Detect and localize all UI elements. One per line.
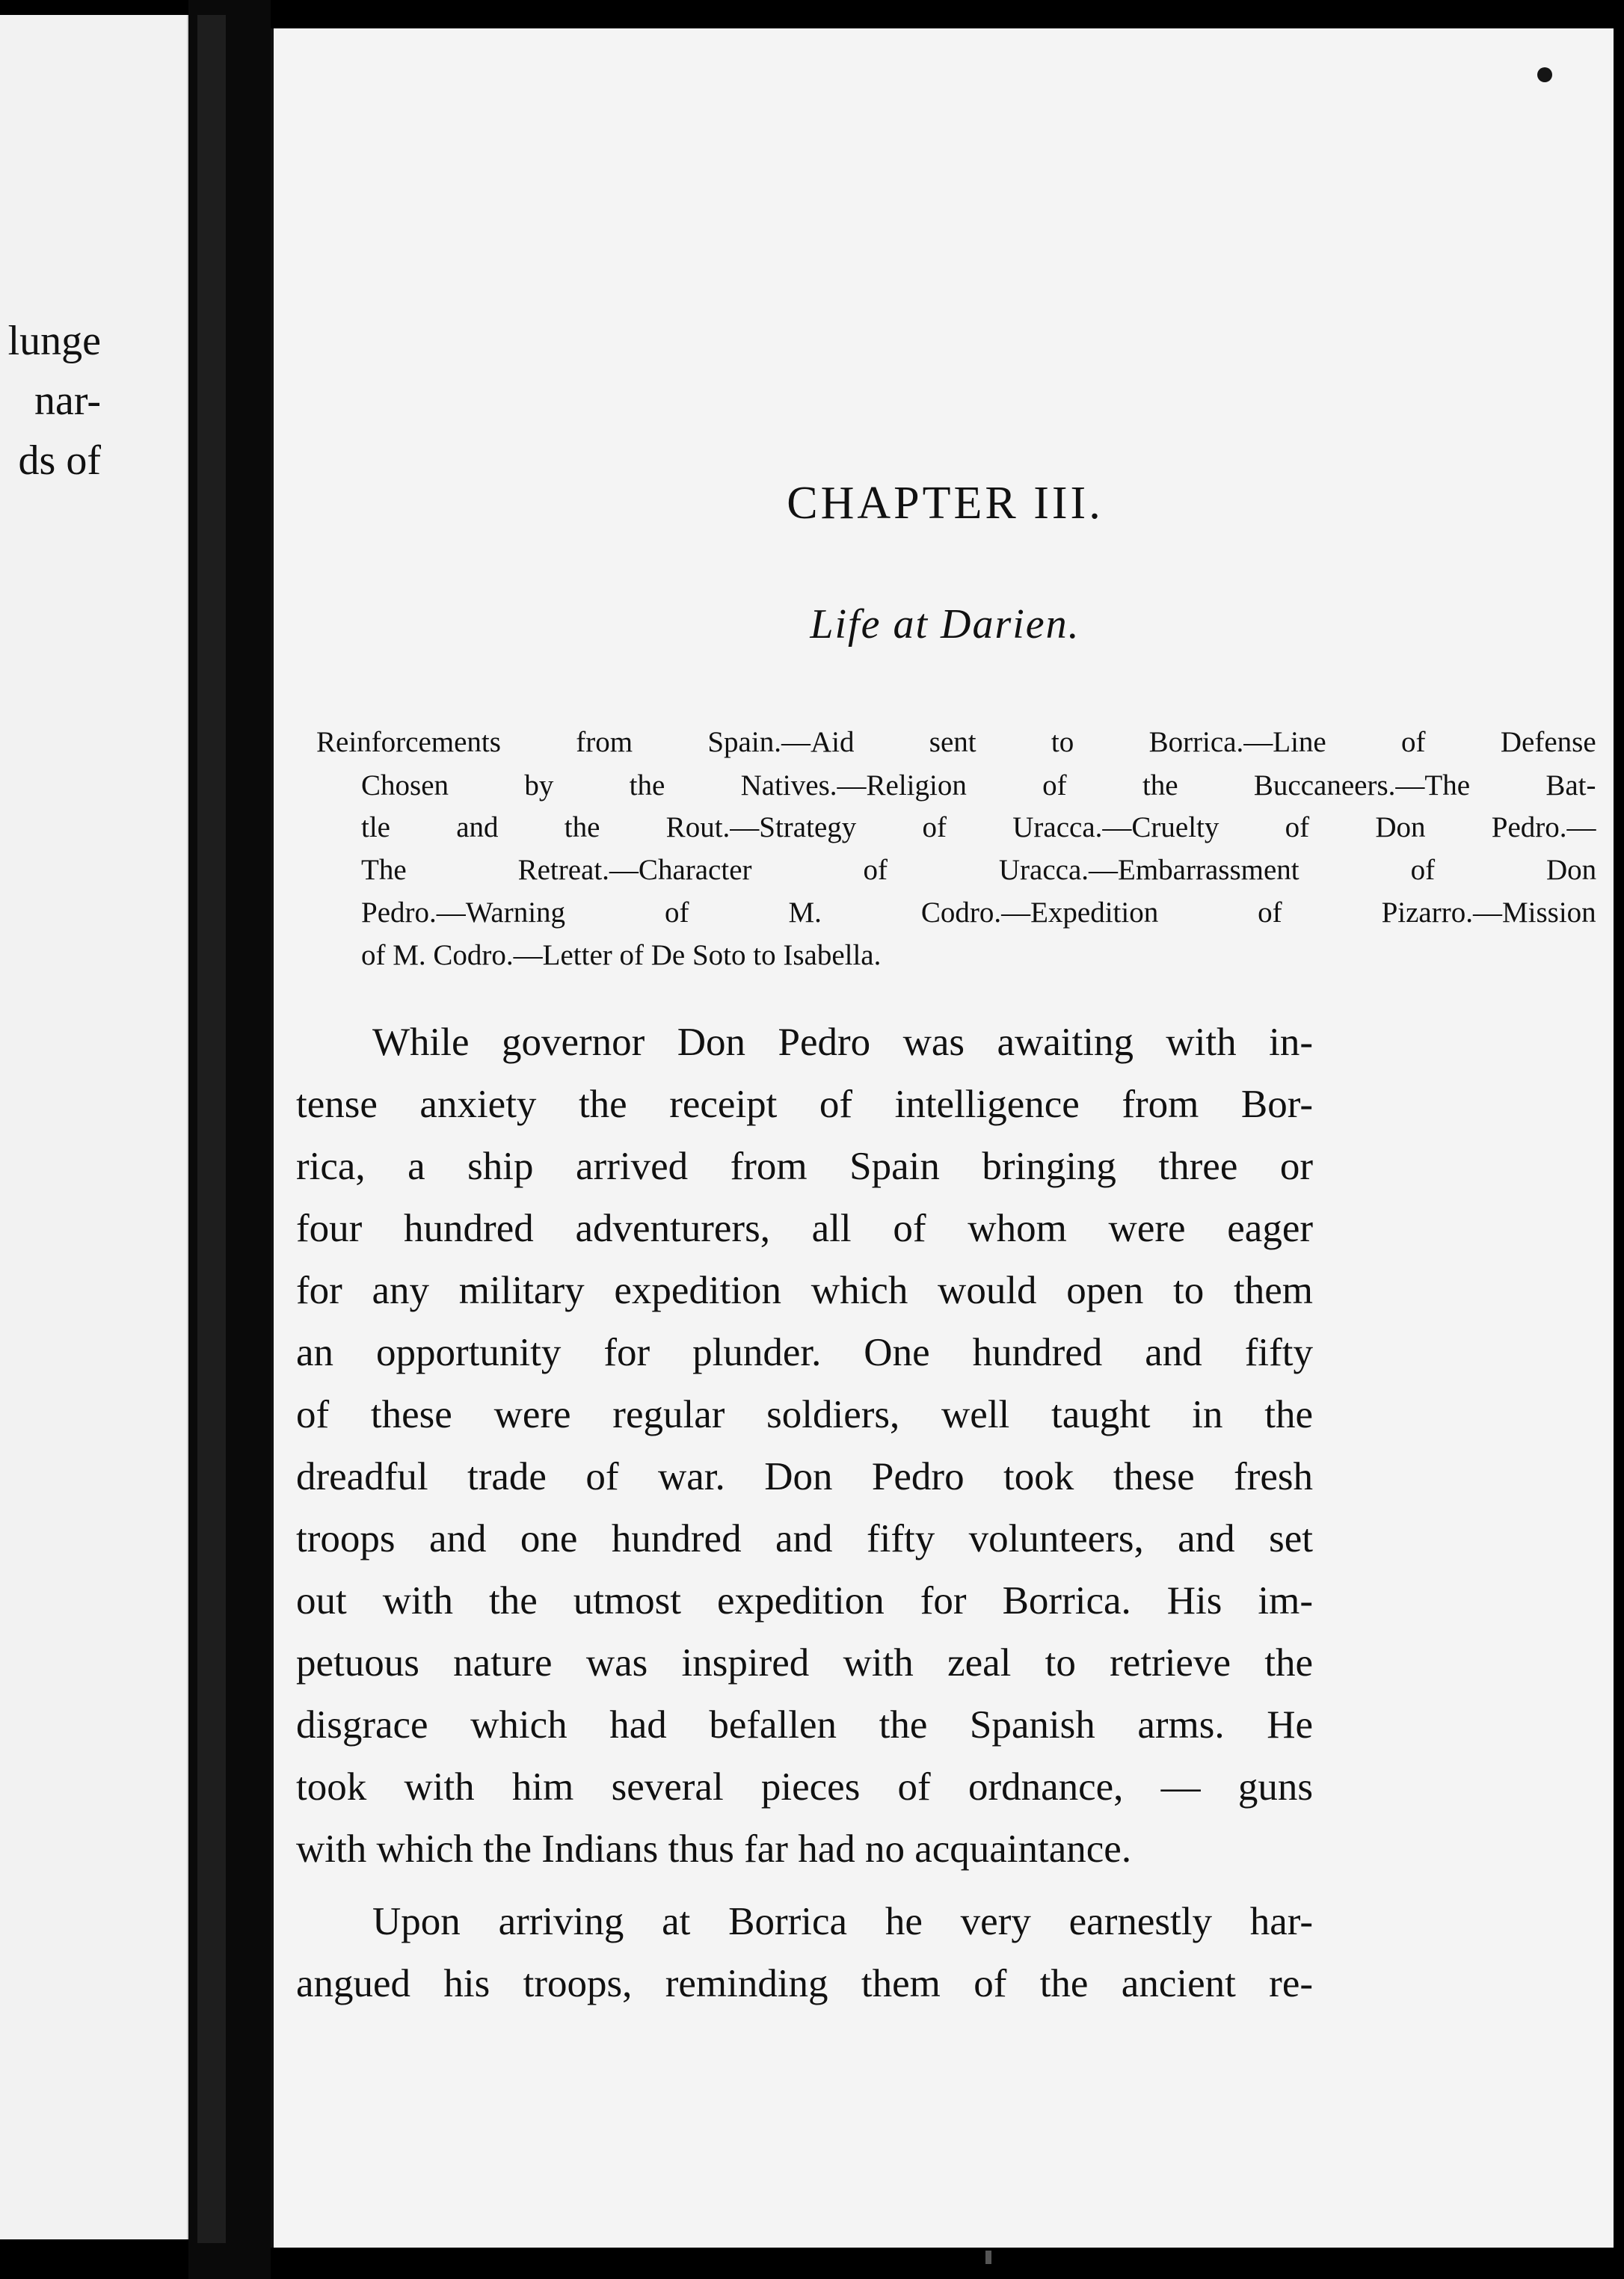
body-line: for any military expedition which would open to them (296, 1269, 1313, 1312)
synopsis-line: of M. Codro.—Letter of De Soto to Isabella. (361, 939, 882, 971)
body-line: rica, a ship arrived from Spain bringing three or (296, 1145, 1313, 1188)
body-line: of these were regular soldiers, well taught in the (296, 1393, 1313, 1436)
chapter-title: CHAPTER III. (787, 478, 1104, 529)
body-line: Upon arriving at Borrica he very earnestly har- (372, 1900, 1313, 1943)
body-line: tense anxiety the receipt of intelligence from Bor- (296, 1083, 1313, 1126)
body-line: dreadful trade of war. Don Pedro took these fresh (296, 1455, 1313, 1498)
ink-speck (985, 2251, 991, 2264)
gutter-edge (197, 15, 226, 2243)
left-page-fragment: ds of (18, 437, 101, 484)
body-line: While governor Don Pedro was awaiting with in- (372, 1021, 1313, 1064)
right-page (271, 28, 1614, 2248)
body-line: with which the Indians thus far had no acquaintance. (296, 1827, 1132, 1871)
synopsis-line: The Retreat.—Character of Uracca.—Embarrassment of Don (361, 854, 1597, 886)
body-line: petuous nature was inspired with zeal to retrieve the (296, 1641, 1313, 1685)
body-line: disgrace which had befallen the Spanish arms. He (296, 1703, 1313, 1747)
body-line: out with the utmost expedition for Borrica. His im- (296, 1579, 1313, 1623)
synopsis-line: Chosen by the Natives.—Religion of the Buccaneers.—The Bat- (361, 769, 1596, 802)
body-line: took with him several pieces of ordnance, — guns (296, 1765, 1313, 1809)
body-line: four hundred adventurers, all of whom were eager (296, 1207, 1313, 1250)
synopsis-line: tle and the Rout.—Strategy of Uracca.—Cruelty of Don Pedro.— (361, 811, 1596, 843)
synopsis-line: Reinforcements from Spain.—Aid sent to Borrica.—Line of Defense (316, 726, 1596, 758)
left-facing-page (0, 15, 188, 2239)
synopsis-line: Pedro.—Warning of M. Codro.—Expedition of Pizarro.—Mission (361, 896, 1596, 929)
body-line: angued his troops, reminding them of the ancient re- (296, 1962, 1313, 2005)
left-page-fragment: nar- (34, 378, 101, 424)
body-line: troops and one hundred and fifty volunteers, and set (296, 1517, 1313, 1560)
chapter-subtitle: Life at Darien. (810, 601, 1080, 648)
left-page-fragment: lunge (7, 318, 101, 364)
body-line: an opportunity for plunder. One hundred and fifty (296, 1331, 1313, 1374)
